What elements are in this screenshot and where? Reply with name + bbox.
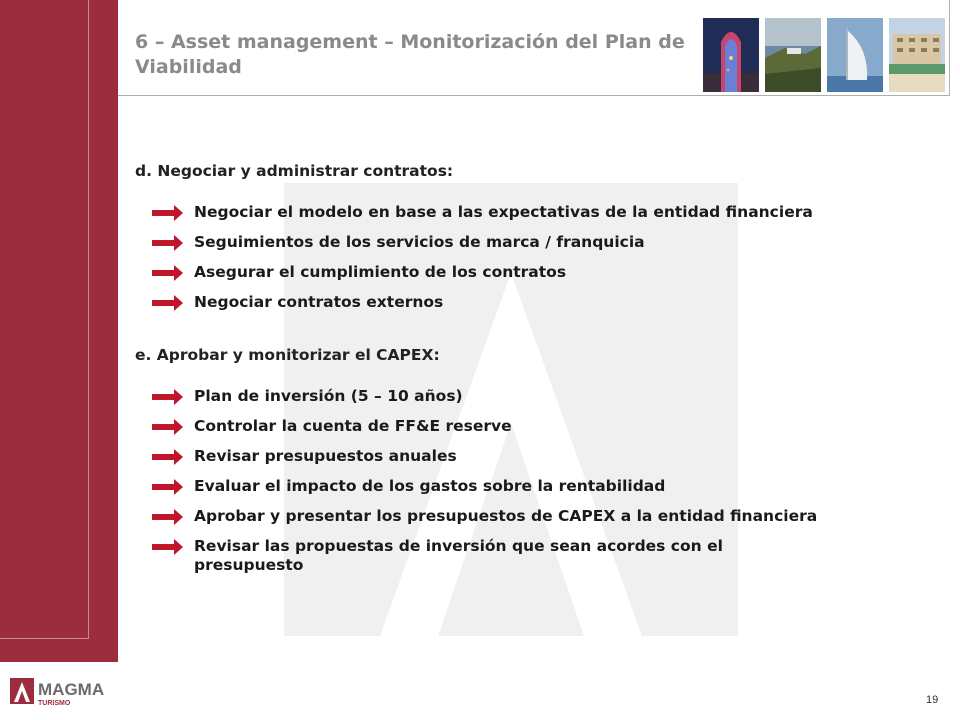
list-item (152, 387, 944, 406)
arrow-right-icon (152, 448, 184, 466)
left-bar-divider-horizontal (0, 638, 89, 639)
bullet-text: Negociar contratos externos (194, 293, 444, 311)
bullet-text: Revisar presupuestos anuales (194, 447, 457, 465)
list-item (152, 507, 944, 526)
resort-photo-icon (889, 18, 945, 92)
arrow-right-icon (152, 234, 184, 252)
list-item (152, 477, 944, 496)
coastline-photo-icon (765, 18, 821, 92)
logo-sub: TURISMO (38, 700, 71, 707)
bullet-text: Revisar las propuestas de inversión que sean acordes con el presupuesto (194, 537, 723, 574)
bullet-text: Plan de inversión (5 – 10 años) (194, 387, 463, 405)
arrow-right-icon (152, 294, 184, 312)
list-item (152, 203, 944, 222)
capex-bullet-list (152, 387, 944, 586)
bullet-text: Controlar la cuenta de FF&E reserve (194, 417, 512, 435)
list-item (152, 233, 944, 252)
bullet-text: Asegurar el cumplimiento de los contratos (194, 263, 567, 281)
header-divider (118, 95, 950, 96)
header-right-divider (949, 0, 950, 96)
list-item (152, 417, 944, 436)
section-heading-capex: e. Aprobar y monitorizar el CAPEX: (135, 346, 440, 364)
left-bar-divider (88, 0, 89, 638)
arrow-right-icon (152, 508, 184, 526)
arrow-right-icon (152, 264, 184, 282)
bullet-text: Seguimientos de los servicios de marca / franquicia (194, 233, 645, 251)
tower-photo-icon (703, 18, 759, 92)
arrow-right-icon (152, 478, 184, 496)
section-heading-contracts: d. Negociar y administrar contratos: (135, 162, 454, 180)
list-item (152, 263, 944, 282)
bullet-text: Evaluar el impacto de los gastos sobre la rentabilidad (194, 477, 666, 495)
sail-hotel-photo-icon (827, 18, 883, 92)
page-number: 19 (926, 694, 939, 706)
list-item (152, 447, 944, 466)
arrow-right-icon (152, 538, 184, 556)
list-item (152, 537, 834, 575)
magma-logo (10, 674, 120, 710)
left-brand-bar (0, 0, 118, 662)
slide-title: 6 – Asset management – Monitorización del Plan de Viabilidad (135, 31, 685, 78)
arrow-right-icon (152, 388, 184, 406)
arrow-right-icon (152, 418, 184, 436)
bullet-text: Aprobar y presentar los presupuestos de CAPEX a la entidad financiera (194, 507, 818, 525)
arrow-right-icon (152, 204, 184, 222)
logo-word: MAGMA (38, 680, 105, 699)
contracts-bullet-list (152, 203, 944, 323)
list-item (152, 293, 944, 312)
bullet-text: Negociar el modelo en base a las expectativas de la entidad financiera (194, 203, 813, 221)
